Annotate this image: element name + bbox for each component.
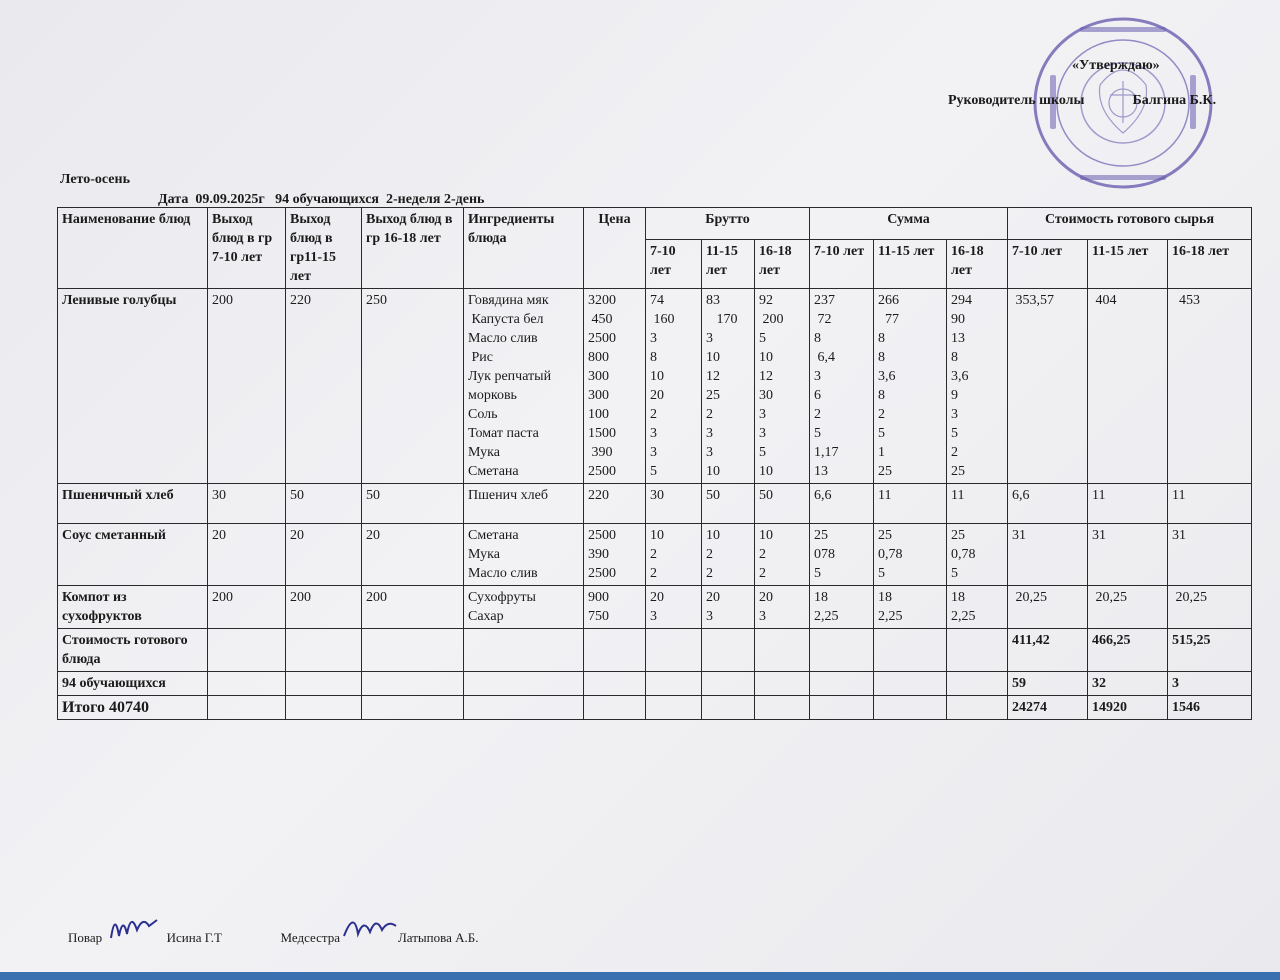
cost-16-18 [1168, 524, 1252, 586]
header-ingredients: Ингредиенты блюда [464, 208, 584, 289]
table-row [58, 289, 1252, 484]
brutto-11-15 [702, 484, 755, 524]
cell-line: 5 [878, 426, 885, 441]
cell-line: 2 [951, 445, 958, 460]
cell-line: 2500 [588, 331, 616, 346]
cell-line: 3 [650, 609, 657, 624]
cell-line: 2,25 [878, 609, 903, 624]
director-line [948, 93, 1216, 109]
cell-line: Рис [468, 350, 493, 365]
cost-16-18 [1168, 586, 1252, 629]
subheader-cost-11-15: 11-15 лет [1088, 239, 1168, 288]
cell-line: 3200 [588, 293, 616, 308]
cell-line: 5 [759, 331, 766, 346]
out-11-15: 50 [286, 484, 362, 524]
brutto-7-10 [646, 289, 702, 484]
header-price: Цена [584, 208, 646, 289]
header-brutto: Брутто [646, 208, 810, 240]
out-7-10: 200 [208, 586, 286, 629]
sum-7-10 [810, 586, 874, 629]
summary-cost-7-10: 59 [1008, 672, 1088, 696]
cell-line: 12 [759, 369, 773, 384]
nurse-name: Латыпова А.Б. [397, 930, 479, 945]
cell-line: 200 [759, 312, 784, 327]
summary-label: 94 обучающихся [58, 672, 208, 696]
cell-line: 11 [1092, 488, 1106, 503]
cost-7-10 [1008, 586, 1088, 629]
cell-line: 404 [1092, 293, 1117, 308]
cell-line: 2 [759, 566, 766, 581]
cell-line: 3 [759, 426, 766, 441]
out-16-18: 50 [362, 484, 464, 524]
cell-line: 300 [588, 369, 609, 384]
cell-line: 0,78 [878, 547, 903, 562]
cell-line: 3 [814, 369, 821, 384]
cell-line: Соль [468, 407, 498, 422]
cell-line: 5 [814, 426, 821, 441]
out-16-18: 250 [362, 289, 464, 484]
cell-line: 20 [759, 590, 773, 605]
cell-line: 3,6 [878, 369, 896, 384]
cell-line: 90 [951, 312, 965, 327]
cell-line: 83 [706, 293, 720, 308]
cell-line: 5 [951, 566, 958, 581]
cell-line: 6 [814, 388, 821, 403]
cell-line: 2 [650, 407, 657, 422]
summary-cost-7-10: 411,42 [1008, 629, 1088, 672]
cell-line: 2 [706, 566, 713, 581]
out-7-10: 200 [208, 289, 286, 484]
cell-line: 1,17 [814, 445, 839, 460]
summary-label: Стоимость готового блюда [58, 629, 208, 672]
price [584, 586, 646, 629]
cell-line: 3 [650, 445, 657, 460]
dish-name: Компот из сухофруктов [58, 586, 208, 629]
cell-line: 50 [759, 488, 773, 503]
header-out-7-10: Выход блюд в гр 7-10 лет [208, 208, 286, 289]
cell-line: 10 [759, 350, 773, 365]
brutto-7-10 [646, 524, 702, 586]
header-sum: Сумма [810, 208, 1008, 240]
date-line: Дата 09.09.2025г 94 обучающихся 2-неделя 2-день [158, 192, 485, 207]
cell-line: 25 [814, 528, 828, 543]
cell-line: 450 [588, 312, 613, 327]
director-role: Руководитель школы [948, 93, 1085, 108]
subheader-cost-16-18: 16-18 лет [1168, 239, 1252, 288]
cell-line: Мука [468, 445, 500, 460]
cell-line: 10 [706, 350, 720, 365]
cell-line: 74 [650, 293, 664, 308]
subheader-sum-11-15: 11-15 лет [874, 239, 947, 288]
cell-line: Масло слив [468, 566, 538, 581]
out-16-18: 20 [362, 524, 464, 586]
cell-line: 3 [650, 426, 657, 441]
cell-line: 30 [759, 388, 773, 403]
summary-cost-11-15: 14920 [1088, 696, 1168, 720]
dish-name: Ленивые голубцы [58, 289, 208, 484]
subheader-brutto-11-15: 11-15 лет [702, 239, 755, 288]
cell-line: 10 [706, 528, 720, 543]
summary-row [58, 629, 1252, 672]
sum-16-18 [947, 289, 1008, 484]
sum-16-18 [947, 524, 1008, 586]
cell-line: 1 [878, 445, 885, 460]
dish-name: Соус сметанный [58, 524, 208, 586]
cell-line: 3 [650, 331, 657, 346]
cell-line: Говядина мяк [468, 293, 549, 308]
cell-line: 266 [878, 293, 899, 308]
cell-line: 3 [706, 426, 713, 441]
out-16-18: 200 [362, 586, 464, 629]
brutto-11-15 [702, 289, 755, 484]
cell-line: 25 [951, 528, 965, 543]
out-11-15: 20 [286, 524, 362, 586]
cell-line: 0,78 [951, 547, 976, 562]
cell-line: 8 [878, 331, 885, 346]
director-name: Балгина Б.К. [1132, 93, 1217, 108]
cost-16-18 [1168, 289, 1252, 484]
out-7-10: 30 [208, 484, 286, 524]
cost-11-15 [1088, 524, 1168, 586]
header-cost: Стоимость готового сырья [1008, 208, 1252, 240]
cost-11-15 [1088, 484, 1168, 524]
cell-line: 8 [650, 350, 657, 365]
cell-line: 5 [951, 426, 958, 441]
cell-line: 5 [814, 566, 821, 581]
brutto-16-18 [755, 524, 810, 586]
cell-line: 8 [878, 388, 885, 403]
cell-line: 750 [588, 609, 609, 624]
signatures-footer [68, 906, 478, 946]
cell-line: 390 [588, 547, 609, 562]
cell-line: 77 [878, 312, 899, 327]
cell-line: 900 [588, 590, 609, 605]
cell-line: 2,25 [951, 609, 976, 624]
subheader-brutto-16-18: 16-18 лет [755, 239, 810, 288]
cell-line: 13 [814, 464, 828, 479]
cell-line: 3 [951, 407, 958, 422]
cell-line: 6,4 [814, 350, 835, 365]
brutto-7-10 [646, 586, 702, 629]
cell-line: Сметана [468, 464, 519, 479]
price [584, 524, 646, 586]
cell-line: 2 [706, 407, 713, 422]
cell-line: 18 [814, 590, 828, 605]
subheader-cost-7-10: 7-10 лет [1008, 239, 1088, 288]
header-out-16-18: Выход блюд в гр 16-18 лет [362, 208, 464, 289]
cell-line: Пшенич хлеб [468, 488, 548, 503]
sum-7-10 [810, 289, 874, 484]
approval-label: «Утверждаю» [1072, 58, 1160, 73]
nurse-role: Медсестра [280, 930, 340, 945]
cell-line: 2500 [588, 566, 616, 581]
summary-row [58, 672, 1252, 696]
ingredients [464, 524, 584, 586]
ingredients [464, 586, 584, 629]
cell-line: 25 [706, 388, 720, 403]
cook-signature [105, 906, 163, 946]
cell-line: 390 [588, 445, 613, 460]
cell-line: 2500 [588, 464, 616, 479]
cell-line: 2 [706, 547, 713, 562]
cell-line: Мука [468, 547, 500, 562]
cost-7-10 [1008, 484, 1088, 524]
cell-line: 237 [814, 293, 835, 308]
cell-line: 2 [759, 547, 766, 562]
cell-line: 92 [759, 293, 773, 308]
cell-line: 10 [759, 528, 773, 543]
cost-11-15 [1088, 289, 1168, 484]
cell-line: 3 [759, 609, 766, 624]
cell-line: 8 [951, 350, 958, 365]
cell-line: Капуста бел [468, 312, 544, 327]
cell-line: 20 [650, 388, 664, 403]
brutto-7-10 [646, 484, 702, 524]
season-label: Лето-осень [60, 172, 130, 187]
cell-line: 170 [706, 312, 738, 327]
summary-cost-16-18: 3 [1168, 672, 1252, 696]
cell-line: 3 [759, 407, 766, 422]
cell-line: 20,25 [1172, 590, 1207, 605]
out-7-10: 20 [208, 524, 286, 586]
cell-line: 12 [706, 369, 720, 384]
dish-name: Пшеничный хлеб [58, 484, 208, 524]
cell-line: Томат паста [468, 426, 539, 441]
cell-line: 300 [588, 388, 609, 403]
brutto-11-15 [702, 524, 755, 586]
cell-line: 30 [650, 488, 664, 503]
subheader-sum-7-10: 7-10 лет [810, 239, 874, 288]
cell-line: 8 [878, 350, 885, 365]
cell-line: 5 [759, 445, 766, 460]
summary-cost-7-10: 24274 [1008, 696, 1088, 720]
cell-line: 2 [650, 566, 657, 581]
cell-line: 10 [759, 464, 773, 479]
cell-line: 25 [878, 528, 892, 543]
cell-line: 800 [588, 350, 609, 365]
subheader-sum-16-18: 16-18 лет [947, 239, 1008, 288]
cook-name: Исина Г.Т [166, 930, 222, 945]
header-dish: Наименование блюд [58, 208, 208, 289]
cell-line: 3,6 [951, 369, 969, 384]
header-out-11-15: Выход блюд в гр11-15 лет [286, 208, 362, 289]
sum-7-10 [810, 524, 874, 586]
cell-line: 220 [588, 488, 609, 503]
cell-line: Сметана [468, 528, 519, 543]
brutto-16-18 [755, 484, 810, 524]
cell-line: 160 [650, 312, 675, 327]
cell-line: 2 [878, 407, 885, 422]
table-row [58, 484, 1252, 524]
cell-line: 453 [1172, 293, 1200, 308]
cell-line: 353,57 [1012, 293, 1054, 308]
brutto-16-18 [755, 586, 810, 629]
cell-line: 13 [951, 331, 965, 346]
summary-cost-11-15: 32 [1088, 672, 1168, 696]
cell-line: 9 [951, 388, 958, 403]
bottom-edge [0, 972, 1280, 980]
cell-line: Сухофруты [468, 590, 536, 605]
cell-line: 18 [878, 590, 892, 605]
cell-line: 31 [1172, 528, 1186, 543]
summary-row [58, 696, 1252, 720]
sum-11-15 [874, 524, 947, 586]
ingredients [464, 484, 584, 524]
cell-line: Лук репчатый [468, 369, 552, 384]
cell-line: 11 [878, 488, 892, 503]
summary-cost-11-15: 466,25 [1088, 629, 1168, 672]
table-row [58, 524, 1252, 586]
cell-line: 6,6 [1012, 488, 1030, 503]
cell-line: 2 [650, 547, 657, 562]
cost-11-15 [1088, 586, 1168, 629]
cell-line: 31 [1012, 528, 1026, 543]
cell-line: 3 [706, 609, 713, 624]
price [584, 484, 646, 524]
cell-line: морковь [468, 388, 517, 403]
summary-cost-16-18: 1546 [1168, 696, 1252, 720]
cell-line: 11 [951, 488, 965, 503]
cell-line: 20 [706, 590, 720, 605]
cell-line: 25 [951, 464, 965, 479]
cell-line: 2 [814, 407, 821, 422]
cell-line: Масло слив [468, 331, 538, 346]
cell-line: 18 [951, 590, 965, 605]
cell-line: 25 [878, 464, 892, 479]
cell-line: 3 [706, 331, 713, 346]
cell-line: 3 [706, 445, 713, 460]
table-row [58, 586, 1252, 629]
sum-11-15 [874, 484, 947, 524]
cell-line: 10 [650, 528, 664, 543]
summary-cost-16-18: 515,25 [1168, 629, 1252, 672]
cell-line: 078 [814, 547, 835, 562]
sum-11-15 [874, 586, 947, 629]
cost-16-18 [1168, 484, 1252, 524]
ingredients [464, 289, 584, 484]
cell-line: 8 [814, 331, 821, 346]
brutto-11-15 [702, 586, 755, 629]
sum-16-18 [947, 586, 1008, 629]
brutto-16-18 [755, 289, 810, 484]
cell-line: 20,25 [1092, 590, 1127, 605]
cell-line: 31 [1092, 528, 1106, 543]
cell-line: 100 [588, 407, 609, 422]
cell-line: 2,25 [814, 609, 839, 624]
cost-7-10 [1008, 524, 1088, 586]
cell-line: 6,6 [814, 488, 832, 503]
summary-label: Итого 40740 [58, 696, 208, 720]
cell-line: 20 [650, 590, 664, 605]
nurse-signature [340, 906, 398, 946]
subheader-brutto-7-10: 7-10 лет [646, 239, 702, 288]
cell-line: 72 [814, 312, 832, 327]
price [584, 289, 646, 484]
cell-line: 11 [1172, 488, 1186, 503]
sum-16-18 [947, 484, 1008, 524]
out-11-15: 220 [286, 289, 362, 484]
cell-line: 10 [706, 464, 720, 479]
sum-7-10 [810, 484, 874, 524]
cell-line: 5 [650, 464, 657, 479]
sum-11-15 [874, 289, 947, 484]
cell-line: 50 [706, 488, 720, 503]
cost-7-10 [1008, 289, 1088, 484]
cell-line: 5 [878, 566, 885, 581]
cook-role: Повар [68, 930, 103, 945]
cell-line: 10 [650, 369, 664, 384]
cell-line: 20,25 [1012, 590, 1047, 605]
cell-line: 1500 [588, 426, 616, 441]
cell-line: Сахар [468, 609, 504, 624]
cell-line: 294 [951, 293, 972, 308]
cell-line: 2500 [588, 528, 616, 543]
menu-table [57, 207, 1252, 720]
out-11-15: 200 [286, 586, 362, 629]
